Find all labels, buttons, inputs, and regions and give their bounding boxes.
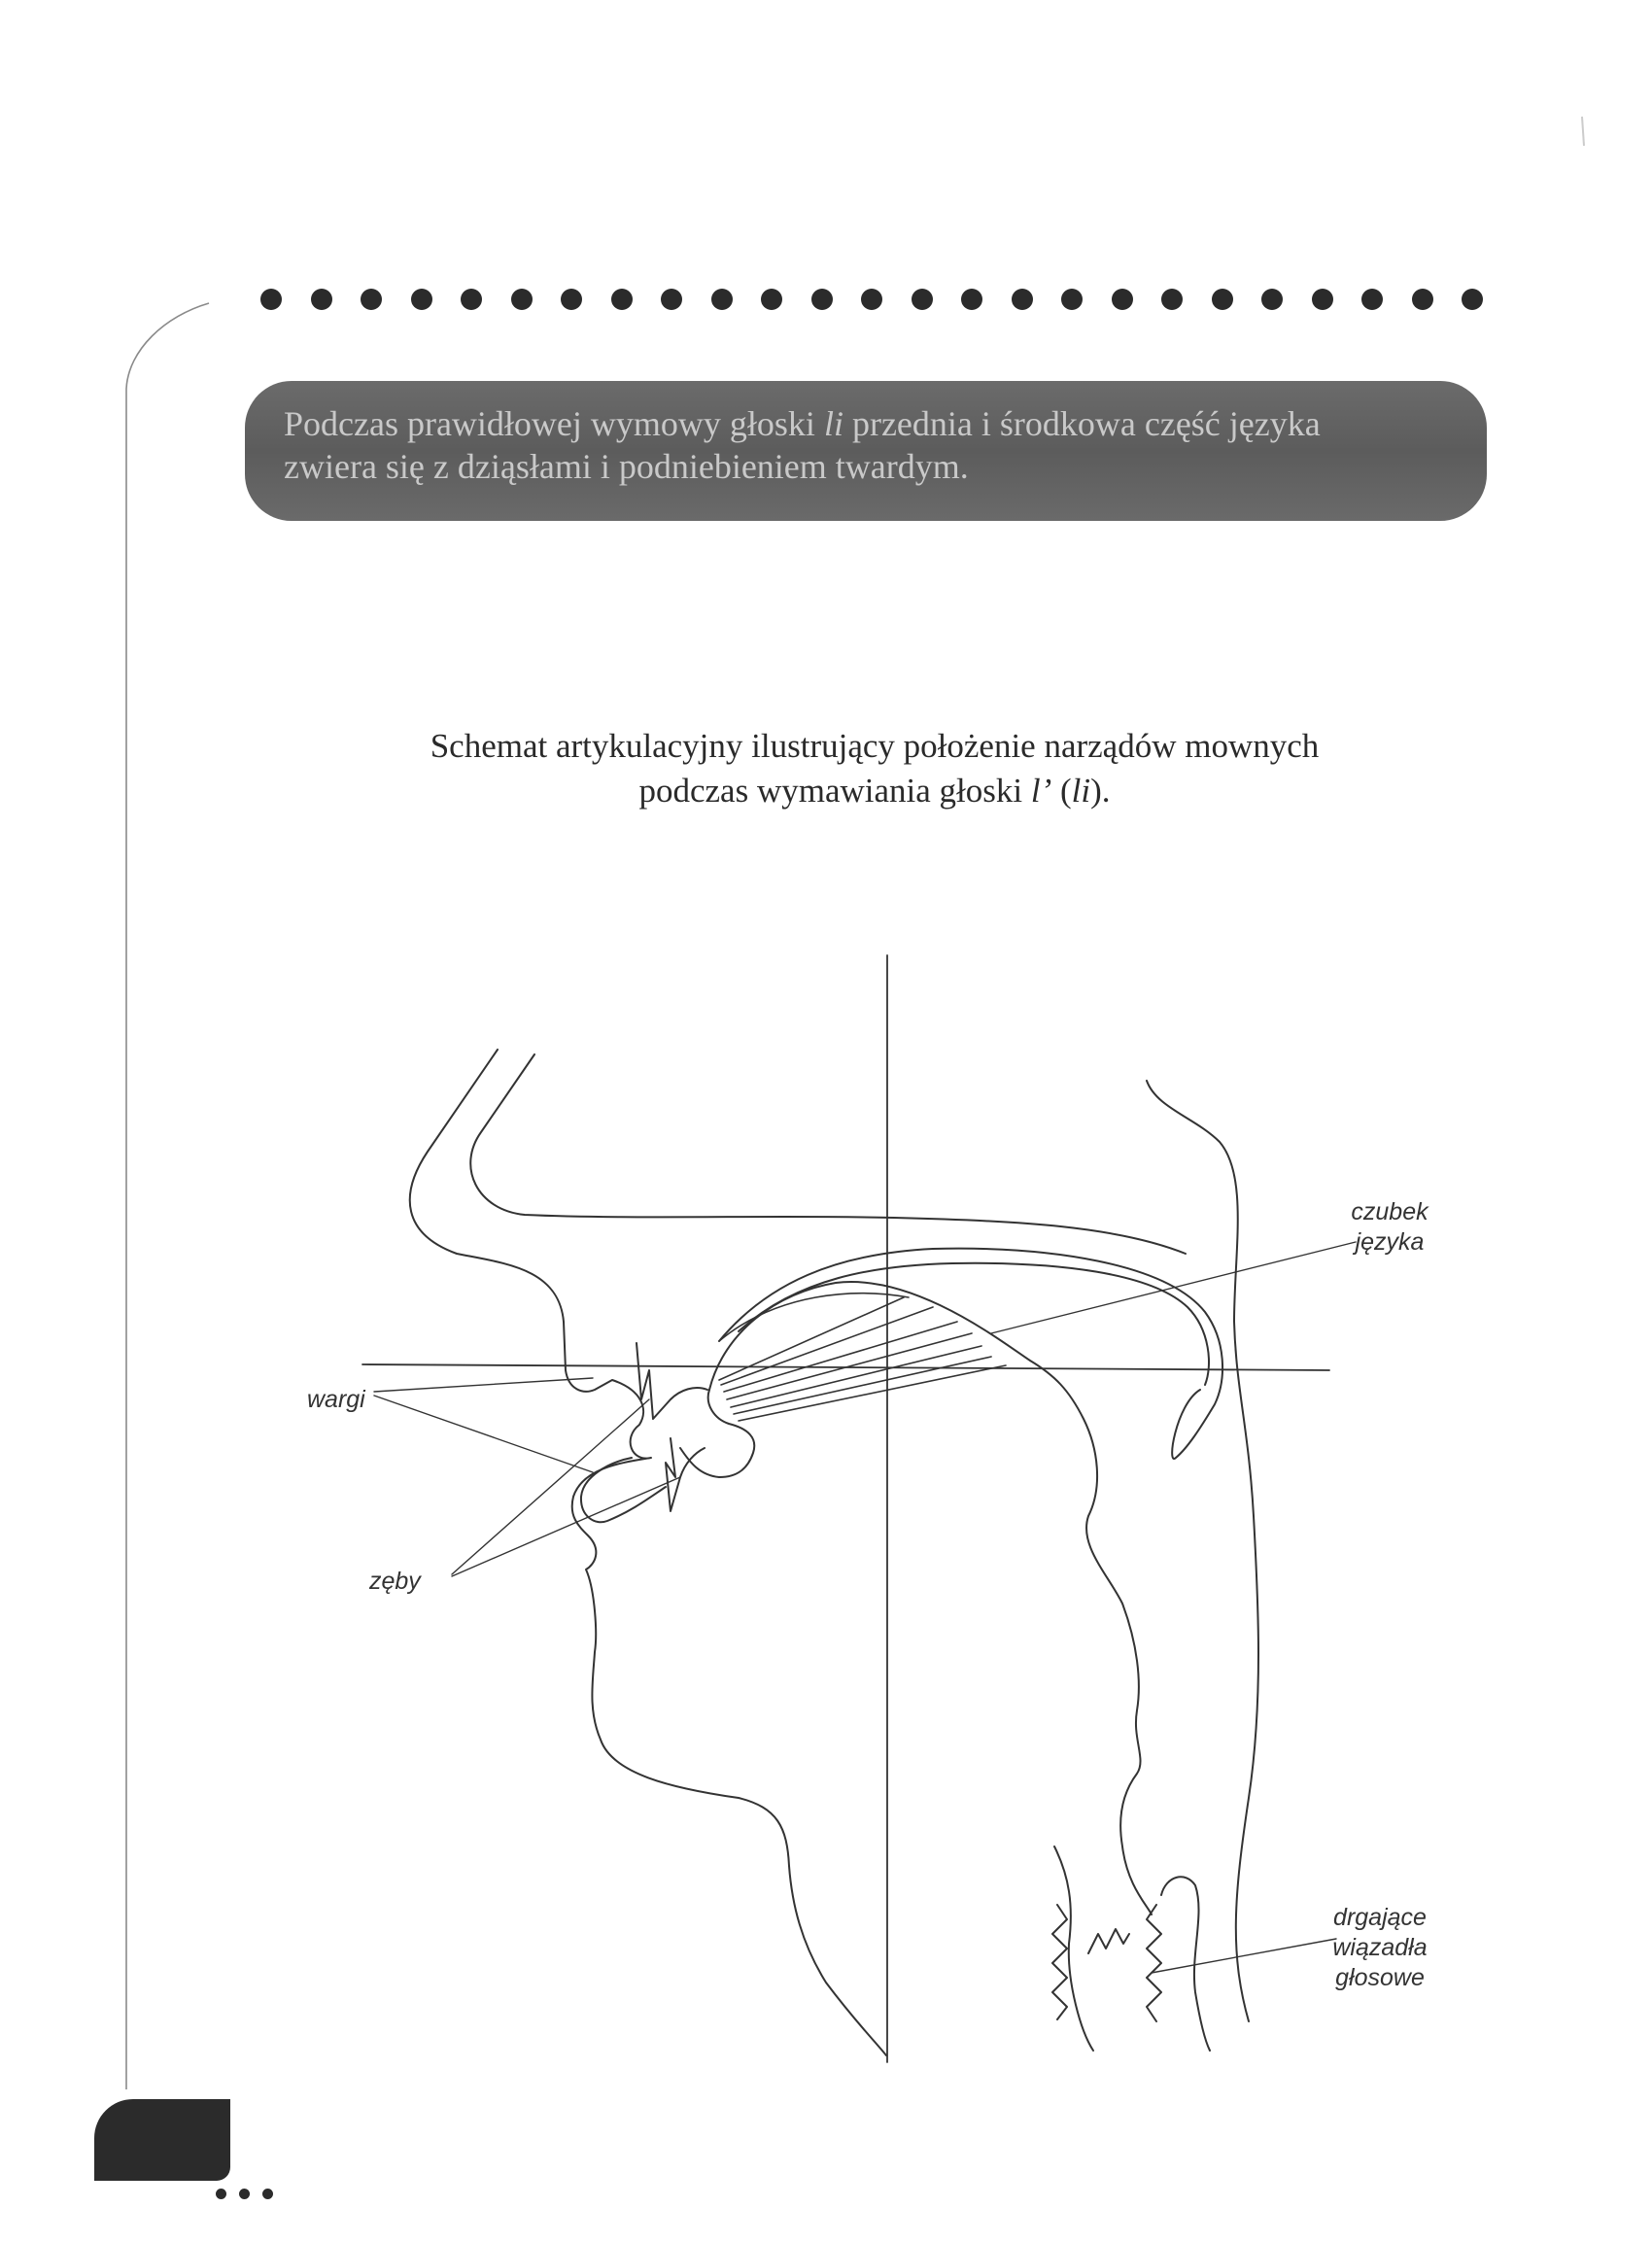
banner-line1-italic: li <box>823 404 843 443</box>
lower-teeth <box>666 1438 705 1511</box>
banner-line1-before: Podczas prawidłowej wymowy głoski <box>284 404 824 443</box>
label-teeth: zęby <box>369 1568 421 1595</box>
page-corner-tab <box>94 2099 230 2181</box>
upper-teeth <box>637 1343 707 1419</box>
caption-line2-italic2: li <box>1071 772 1091 810</box>
label-vocal-cords-line3: głosowe <box>1335 1964 1425 1991</box>
leader-vocal-cords <box>1152 1939 1336 1973</box>
lower-lip <box>581 1458 666 1522</box>
label-vocal-cords-line2: wiązadła <box>1332 1934 1428 1961</box>
label-tongue-tip-line2: języka <box>1355 1228 1425 1256</box>
label-lips: wargi <box>307 1386 365 1413</box>
tongue-front <box>680 1390 754 1477</box>
tab-dot-2 <box>239 2189 250 2199</box>
face-profile-outline <box>410 1050 886 2055</box>
leader-tongue-tip <box>991 1242 1356 1333</box>
caption-line2-italic1: l’ <box>1030 772 1052 810</box>
vocal-cord-right <box>1147 1905 1161 2021</box>
larynx-front <box>1054 1846 1093 2051</box>
label-tongue-tip-line1: czubek <box>1351 1198 1428 1225</box>
caption-line1: Schemat artykulacyjny ilustrujący położenie narządów mownych <box>430 727 1320 765</box>
leader-lips-upper <box>374 1378 593 1392</box>
label-vocal-cords <box>1322 1903 1438 1993</box>
tab-dot-3 <box>262 2189 273 2199</box>
leader-teeth-lower <box>452 1477 680 1576</box>
banner-line1-after: przednia i środkowa część języka <box>843 404 1321 443</box>
caption-line2-before: podczas wymawiania głoski <box>638 772 1031 810</box>
vocal-cord-left <box>1052 1905 1067 2019</box>
palate-and-velum <box>719 1249 1222 1459</box>
leader-lips-lower <box>374 1396 593 1472</box>
tab-dot-1 <box>216 2189 226 2199</box>
label-vocal-cords-line1: drgające <box>1333 1904 1427 1931</box>
banner-line2: zwiera się z dziąsłami i podniebieniem twardym. <box>284 447 969 486</box>
vocal-vibration-mark <box>1088 1929 1129 1953</box>
caption-line2-middle: ( <box>1051 772 1072 810</box>
caption-line2-after: ). <box>1090 772 1111 810</box>
nasal-cavity-contour <box>470 1054 1186 1254</box>
leader-teeth-upper <box>452 1399 649 1574</box>
label-tongue-tip <box>1341 1197 1438 1258</box>
pharynx-back-wall <box>1147 1081 1258 2021</box>
